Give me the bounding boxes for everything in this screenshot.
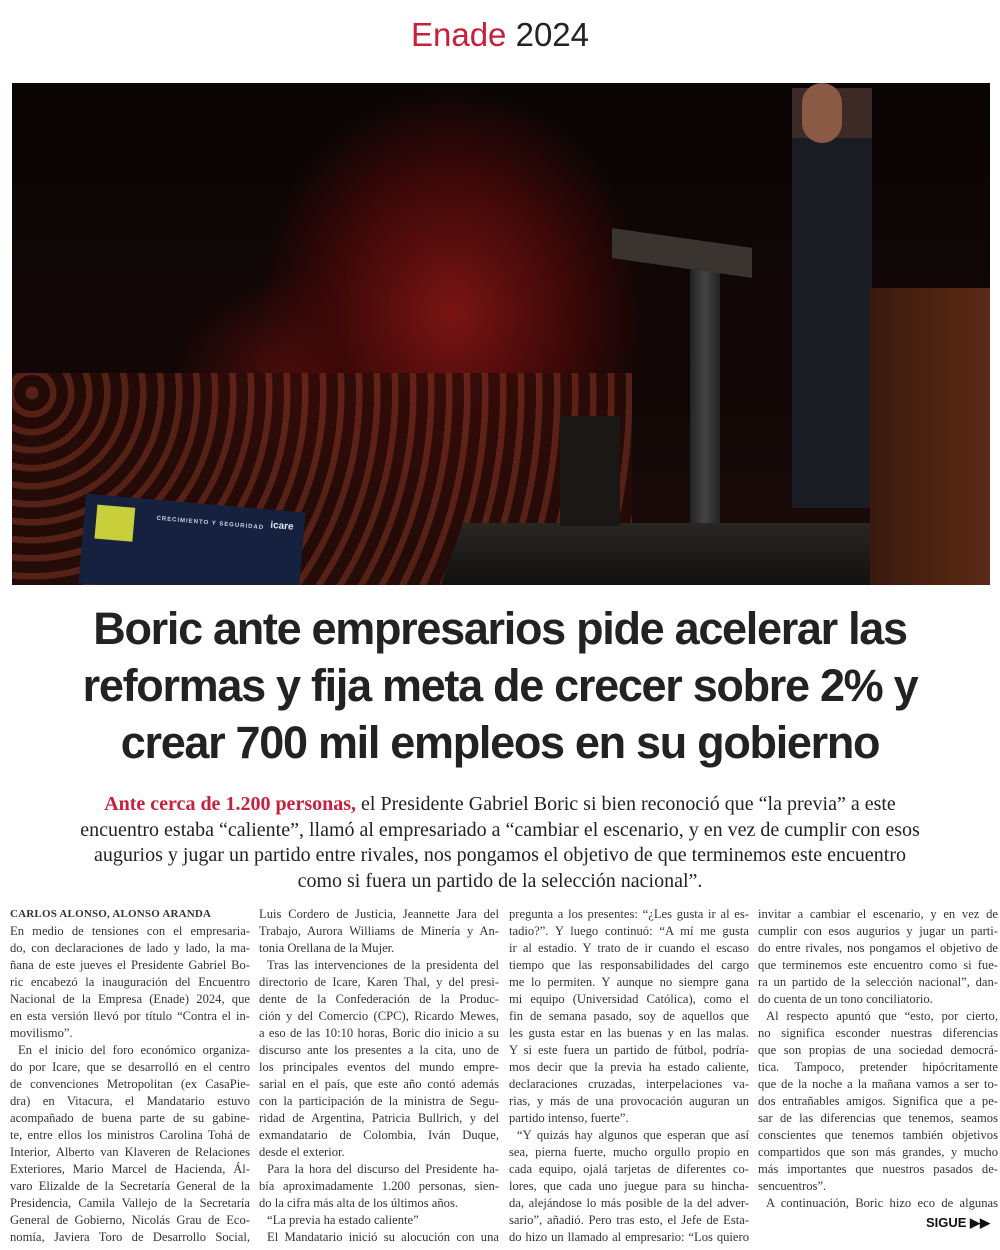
body-text-line: rias, y más de una provocación auguran un [509,1094,749,1108]
speaker-head [802,83,842,143]
body-text-line: sarial en el país, que este año contó además [259,1077,499,1091]
body-text-line: sar de las diferencias que tenemos, seamos [758,1111,998,1125]
body-text-line: fin de semana pasado, soy de aquellos que [509,1009,749,1023]
body-text-line: Trabajo, Aurora Williams de Minería y An- [259,924,499,938]
body-text-line: pregunta a los presentes: “¿Les gusta ir al es- [509,907,749,921]
body-text-line: tonia Orellana de la Mujer. [259,941,395,955]
body-text-line: do cuenta de un tono conciliatorio. [758,992,933,1006]
body-text-line: no significa esconder nuestras diferencias [758,1026,998,1040]
body-text-line: bía aproximadamente 1.200 personas, sien- [259,1179,499,1193]
body-text-line: sario”, añadió. Pero tras esto, el Jefe de Esta- [509,1213,749,1227]
body-text-line: do hizo un llamado al empresario: “Los quiero [509,1230,749,1244]
lead-line: augurios y jugar un partido entre rivales, nos pongamos el objetivo de que terminemos este encuentro [93,844,906,866]
body-text-line: ñana de este jueves el Presidente Gabriel Bo- [10,958,250,972]
byline: CARLOS ALONSO, ALONSO ARANDA [10,908,212,920]
body-text-line: más importantes que nuestros pasados de- [758,1162,998,1176]
podium-top [612,228,752,278]
stage-box [560,416,620,526]
body-text-line: Y si este fuera un partido de fútbol, podría- [509,1043,749,1057]
headline [0,600,1000,771]
body-text-line: Luis Cordero de Justicia, Jeannette Jara del [259,907,499,921]
body-text-line: tadio?”. Y luego continuó: “A mí me gusta [509,924,749,938]
body-text-line: ir al estadio. Y trato de ir cuando el escaso [509,941,749,955]
body-text-line: desde el exterior. [259,1145,345,1159]
body-column-1 [10,906,250,1246]
body-text-line: dra) en Vitacura, el Mandatario estuvo [10,1094,250,1108]
continue-link[interactable]: SIGUE ▶▶ [925,1215,990,1230]
lead-line: encuentro estaba “caliente”, llamó al empresariado a “cambiar el escenario, y en vez de cumplir con esos [80,818,920,841]
screen-tagline: CRECIMIENTO Y SEGURIDAD [156,515,265,532]
body-text-line: tica. Tampoco, pretender hipócritamente [758,1060,998,1074]
body-text-line: conscientes que tenemos también objetivos [758,1128,998,1142]
body-text-line: ridad de Argentina, Patricia Bullrich, y del [259,1111,499,1125]
body-text-line: exmandatario de Colombia, Iván Duque, [259,1128,499,1142]
enade-logo [94,505,135,542]
body-text-line: discurso ante los presentes a la cita, uno de [259,1043,499,1057]
speaker [792,88,872,508]
body-text-line: sea, pierna fuerte, mucho orgullo propio en [509,1145,749,1159]
body-text-line: Exteriores, Mario Marcel de Hacienda, Ál- [10,1162,250,1176]
body-text-line: movilismo”. [10,1026,73,1040]
body-text-line: do, con declaraciones de lado y lado, la ma- [10,941,250,955]
headline-line: crear 700 mil empleos en su gobierno [120,717,880,768]
body-text-line: compartidos que son más grandes, y mucho [758,1145,998,1159]
body-text-line: varo Elizalde de la Secretaría General de la [10,1179,250,1193]
body-text-line: que terminemos este encuentro como si fue- [758,958,998,972]
body-text-line: do por Icare, que se desarrolló en el centro [10,1060,250,1074]
lead-line: el Presidente Gabriel Boric si bien reconoció que “la previa” a este [356,793,896,815]
lead-paragraph [10,792,990,894]
body-text-line: tiempo que las responsabilidades del cargo [509,958,749,972]
body-text-line: declaraciones cruzadas, interpelaciones va- [509,1077,749,1091]
section-header [0,14,1000,56]
body-text-line: do la cifra más alta de los últimos años. [259,1196,459,1210]
body-text-line: Interior, Alberto van Klaveren de Relaciones [10,1145,250,1159]
body-text-line: nomía, Javiera Toro de Desarrollo Social, [10,1230,250,1244]
body-text-line: ra un partido de la selección nacional”, dan- [758,975,998,989]
body-text-line: te, entre ellos los ministros Carolina Tohá de [10,1128,250,1142]
body-text-line: mos decir que la previa ha estado caliente, [509,1060,749,1074]
body-text-line: da, alejándose lo más posible de la del adver- [509,1196,749,1210]
body-text-line: En medio de tensiones con el empresaria- [10,924,250,938]
body-text-line: acompañado de buena parte de su gabine- [10,1111,250,1125]
body-text-line: con la participación de la ministra de Segu- [259,1094,499,1108]
icare-logo: icare [269,519,295,533]
body-text-line: General de Gobierno, Nicolás Grau de Eco- [10,1213,250,1227]
body-text-line: A continuación, Boric hizo eco de algunas [766,1196,998,1210]
headline-line: reformas y fija meta de crecer sobre 2% y [82,660,918,711]
body-text-line: dos entrañables amigos. Significa que a pe- [758,1094,998,1108]
body-text-line: Nacional de la Empresa (Enade) 2024, que [10,992,250,1006]
body-text-line: ción y del Comercio (CPC), Ricardo Mewes, [259,1009,499,1023]
body-text-line: mi equipo (Universidad Católica), como el [509,992,749,1006]
body-text-line: en esta versión llevó por título “Contra el in- [10,1009,250,1023]
body-text-line: Para la hora del discurso del Presidente ha- [267,1162,499,1176]
lead-highlight: Ante cerca de 1.200 personas, [104,793,357,815]
body-text-line: En el inicio del foro económico organiza- [18,1043,250,1057]
lead-line: como si fuera un partido de la selección nacional”. [297,869,703,892]
wooden-desk [870,288,990,585]
body-text-line: que de la noche a la mañana vamos a ser to- [758,1077,998,1091]
body-text-line: los principales eventos del mundo empre- [259,1060,499,1074]
body-text-line: sencuentros”. [758,1179,827,1193]
body-text-line: lores, que cada uno juegue para su hincha- [509,1179,749,1193]
body-text-line: Al respecto apuntó que “esto, por cierto, [766,1009,998,1023]
body-text-line: dente de la Confederación de la Produc- [259,992,499,1006]
body-text-line: “Y quizás hay algunos que esperan que así [517,1128,749,1142]
body-text-line: invitar a cambiar el escenario, y en vez de [758,907,998,921]
body-text-line: de convenciones Metropolitan (ex CasaPie- [10,1077,250,1091]
body-text-line: me lo permiten. Y aunque no siempre gana [509,975,749,989]
article-photo [12,83,990,585]
body-text-line: que son propias de una sociedad democrá- [758,1043,998,1057]
body-text-line: partido intenso, fuerte”. [509,1111,629,1125]
body-column-3 [509,906,749,1246]
section-year: 2024 [515,16,590,53]
body-text-line: Presidencia, Camila Vallejo de la Secretaría [10,1196,250,1210]
body-text-line: directorio de Icare, Karen Thal, y del presi- [259,975,499,989]
podium [690,263,720,523]
body-text-line: a eso de las 10:10 horas, Boric dio inicio a su [259,1026,499,1040]
body-column-4 [758,906,998,1212]
headline-line: Boric ante empresarios pide acelerar las [93,603,907,654]
body-text-line: El Mandatario inició su alocución con una [267,1230,499,1244]
body-text-line: Tras las intervenciones de la presidenta del [267,958,499,972]
body-column-2 [259,906,499,1246]
body-text-line: “La previa ha estado caliente” [267,1213,419,1227]
body-text-line: ric encabezó la inauguración del Encuentro [10,975,250,989]
body-text-line: do entre rivales, nos pongamos el objetivo de [758,941,998,955]
body-text-line: cumplir con esos augurios y jugar un parti- [758,924,998,938]
section-name: Enade [410,16,507,53]
body-text-line: cada equipo, ojalá tarjetas de diferentes co- [509,1162,749,1176]
body-text-line: les gusta estar en las buenas y en las malas. [509,1026,749,1040]
